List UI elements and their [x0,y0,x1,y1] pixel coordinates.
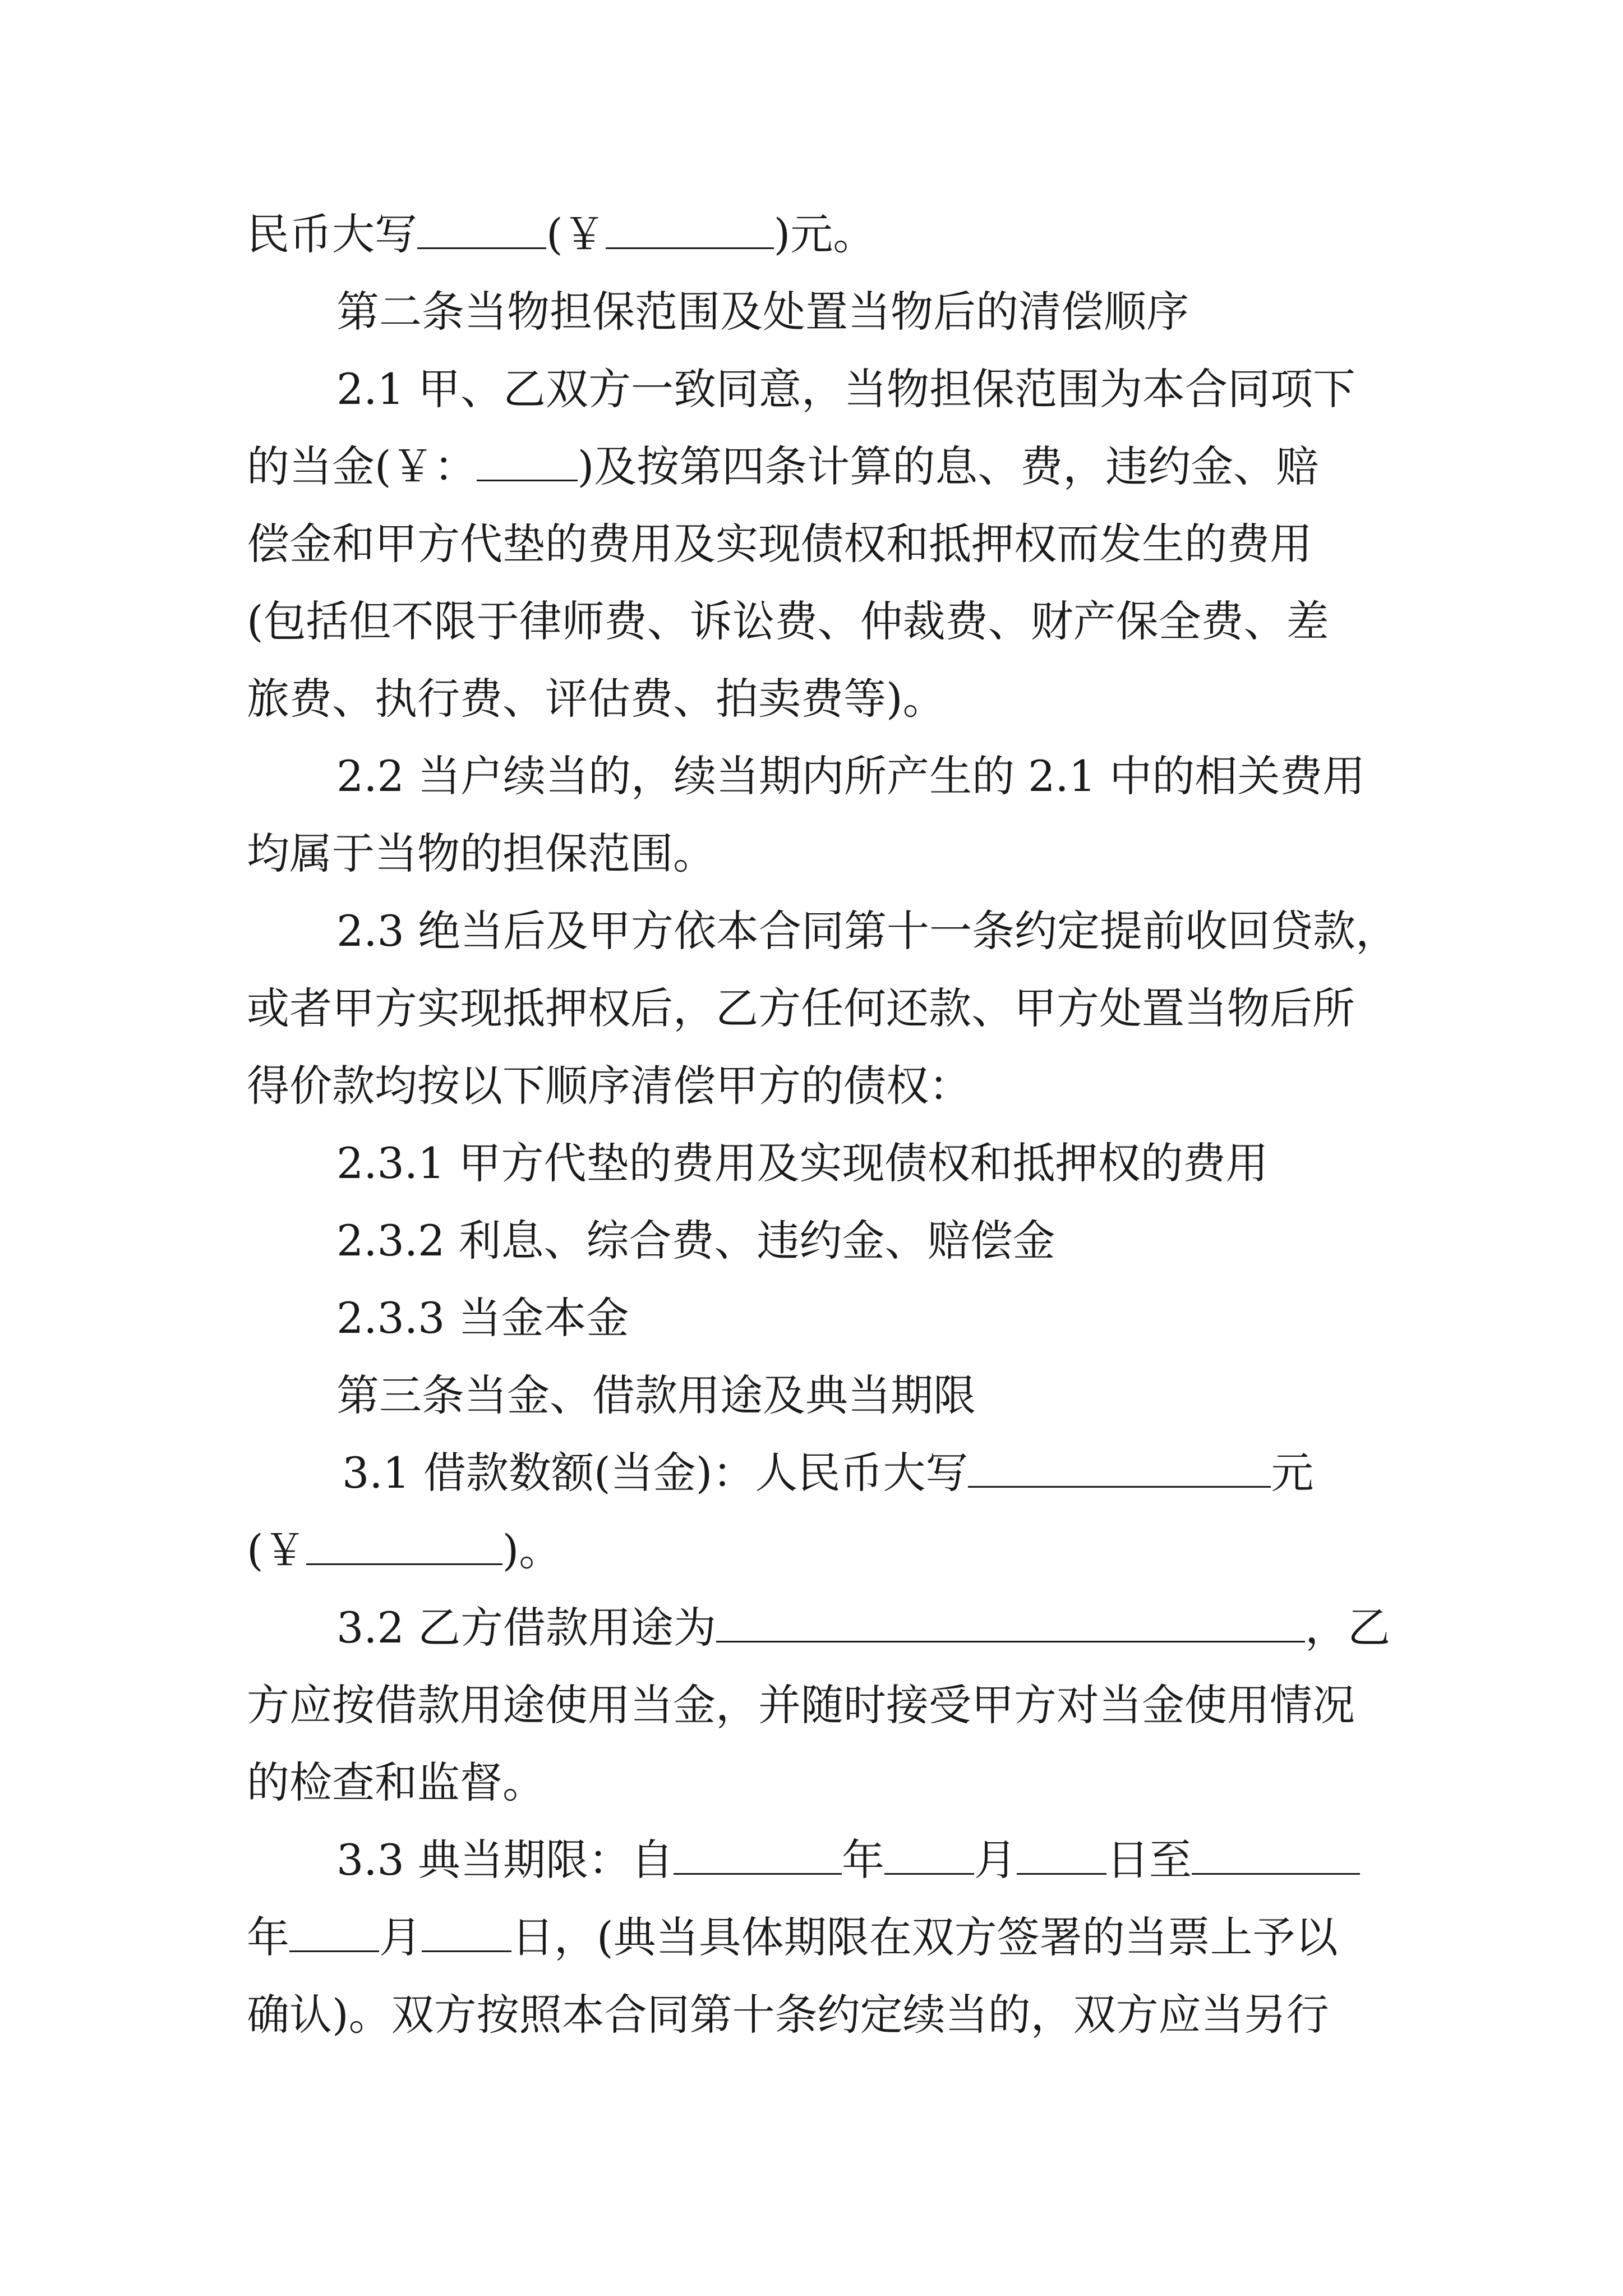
blank-loan-amount-words [968,1452,1271,1488]
blank-amount-words [417,214,546,249]
article-2-heading: 第二条当物担保范围及处置当物后的清偿顺序 [336,287,1189,337]
line-19: 3.2 乙方借款用途为 ，乙 [336,1603,1391,1653]
line-17: 3.1 借款数额(当金)：人民币大写 元 [342,1448,1314,1498]
line-11: 或者甲方实现抵押权后，乙方任何还款、甲方处置当物后所 [247,983,1355,1033]
line-21: 的检查和监督。 [247,1757,545,1807]
line-20: 方应按借款用途使用当金，并随时接受甲方对当金使用情况 [247,1680,1355,1730]
line-05: 偿金和甲方代垫的费用及实现债权和抵押权而发生的费用 [247,519,1312,569]
line-10: 2.3 绝当后及甲方依本合同第十一条约定提前收回贷款， [336,906,1399,956]
line-22: 3.3 典当期限：自 年 月 日至 [336,1839,1360,1881]
line-15: 2.3.3 当金本金 [336,1293,629,1343]
blank-start-year [674,1839,842,1875]
blank-loan-amount-number [306,1530,502,1565]
line-18: (￥ )。 [247,1525,562,1575]
line-23: 年 月 日，(典当具体期限在双方签署的当票上予以 [247,1912,1338,1962]
line-14: 2.3.2 利息、综合费、违约金、赔偿金 [336,1216,1055,1266]
line-12: 得价款均按以下顺序清偿甲方的债权： [247,1061,971,1111]
blank-loan-purpose [716,1607,1305,1642]
line-13: 2.3.1 甲方代垫的费用及实现债权和抵押权的费用 [336,1138,1269,1188]
article-3-heading: 第三条当金、借款用途及典当期限 [336,1370,976,1420]
line-09: 均属于当物的担保范围。 [247,829,716,878]
blank-start-day [1017,1839,1106,1875]
line-08: 2.2 当户续当的，续当期内所产生的 2.1 中的相关费用 [336,751,1366,801]
line-24: 确认)。双方按照本合同第十条约定续当的，双方应当另行 [247,1990,1329,2040]
blank-end-day [422,1917,511,1952]
blank-amount-number [606,214,774,249]
line-04: 的当金(￥： )及按第四条计算的息、费，违约金、赔 [247,441,1319,491]
line-01: 民币大写 (￥ )元。 [247,209,876,259]
line-06: (包括但不限于律师费、诉讼费、仲裁费、财产保全费、差 [247,596,1329,646]
blank-end-year [1192,1839,1360,1875]
blank-start-month [884,1839,974,1875]
blank-end-month [289,1917,379,1952]
line-03: 2.1 甲、乙双方一致同意，当物担保范围为本合同项下 [336,364,1356,414]
line-07: 旅费、执行费、评估费、拍卖费等)。 [247,674,946,724]
blank-pawn-amount [477,446,578,481]
